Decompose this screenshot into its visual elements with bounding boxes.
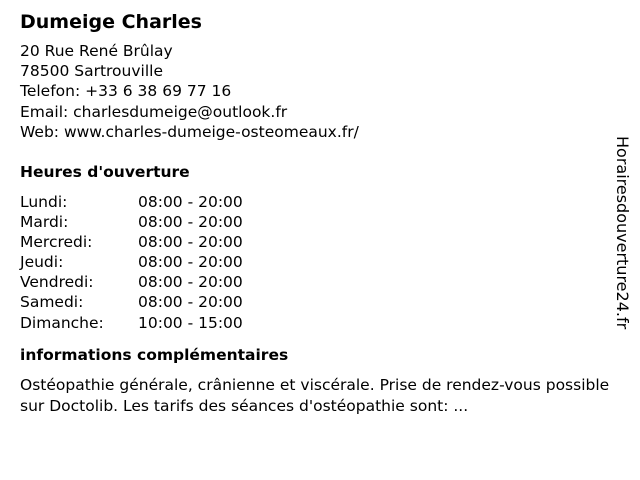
address-city: 78500 Sartrouville: [20, 62, 163, 81]
time-range: 10:00 - 15:00: [138, 313, 243, 332]
hours-row-saturday: [20, 292, 615, 312]
additional-info-text: Ostéopathie générale, crânienne et viscérale. Prise de rendez-vous possible sur Doctolib. Les tarifs des séances d'ostéopathie sont: ...: [20, 375, 610, 415]
time-range: 08:00 - 20:00: [138, 273, 243, 292]
hours-row-tuesday: [20, 212, 615, 232]
additional-info-title: informations complémentaires: [20, 345, 289, 364]
time-range: 08:00 - 20:00: [138, 213, 243, 232]
day-label: Mardi:: [20, 213, 69, 232]
day-label: Jeudi:: [20, 253, 64, 272]
business-name: Dumeige Charles: [20, 11, 202, 33]
day-label: Vendredi:: [20, 273, 94, 292]
day-label: Dimanche:: [20, 313, 104, 332]
hours-row-sunday: [20, 313, 615, 333]
hours-row-thursday: [20, 252, 615, 272]
time-range: 08:00 - 20:00: [138, 193, 243, 212]
opening-hours-title: Heures d'ouverture: [20, 163, 190, 182]
opening-hours-list: [20, 192, 615, 333]
hours-row-monday: [20, 192, 615, 212]
business-card: [20, 10, 615, 417]
phone-line: Telefon: +33 6 38 69 77 16: [20, 82, 232, 101]
time-range: 08:00 - 20:00: [138, 233, 243, 252]
time-range: 08:00 - 20:00: [138, 293, 243, 312]
day-label: Samedi:: [20, 293, 84, 312]
hours-row-wednesday: [20, 232, 615, 252]
time-range: 08:00 - 20:00: [138, 253, 243, 272]
email-line: Email: charlesdumeige@outlook.fr: [20, 102, 288, 121]
web-line: Web: www.charles-dumeige-osteomeaux.fr/: [20, 122, 359, 141]
day-label: Mercredi:: [20, 233, 93, 252]
hours-row-friday: [20, 272, 615, 292]
day-label: Lundi:: [20, 193, 68, 212]
site-watermark: Horairesdouverture24.fr: [613, 136, 632, 330]
address-street: 20 Rue René Brûlay: [20, 42, 173, 60]
